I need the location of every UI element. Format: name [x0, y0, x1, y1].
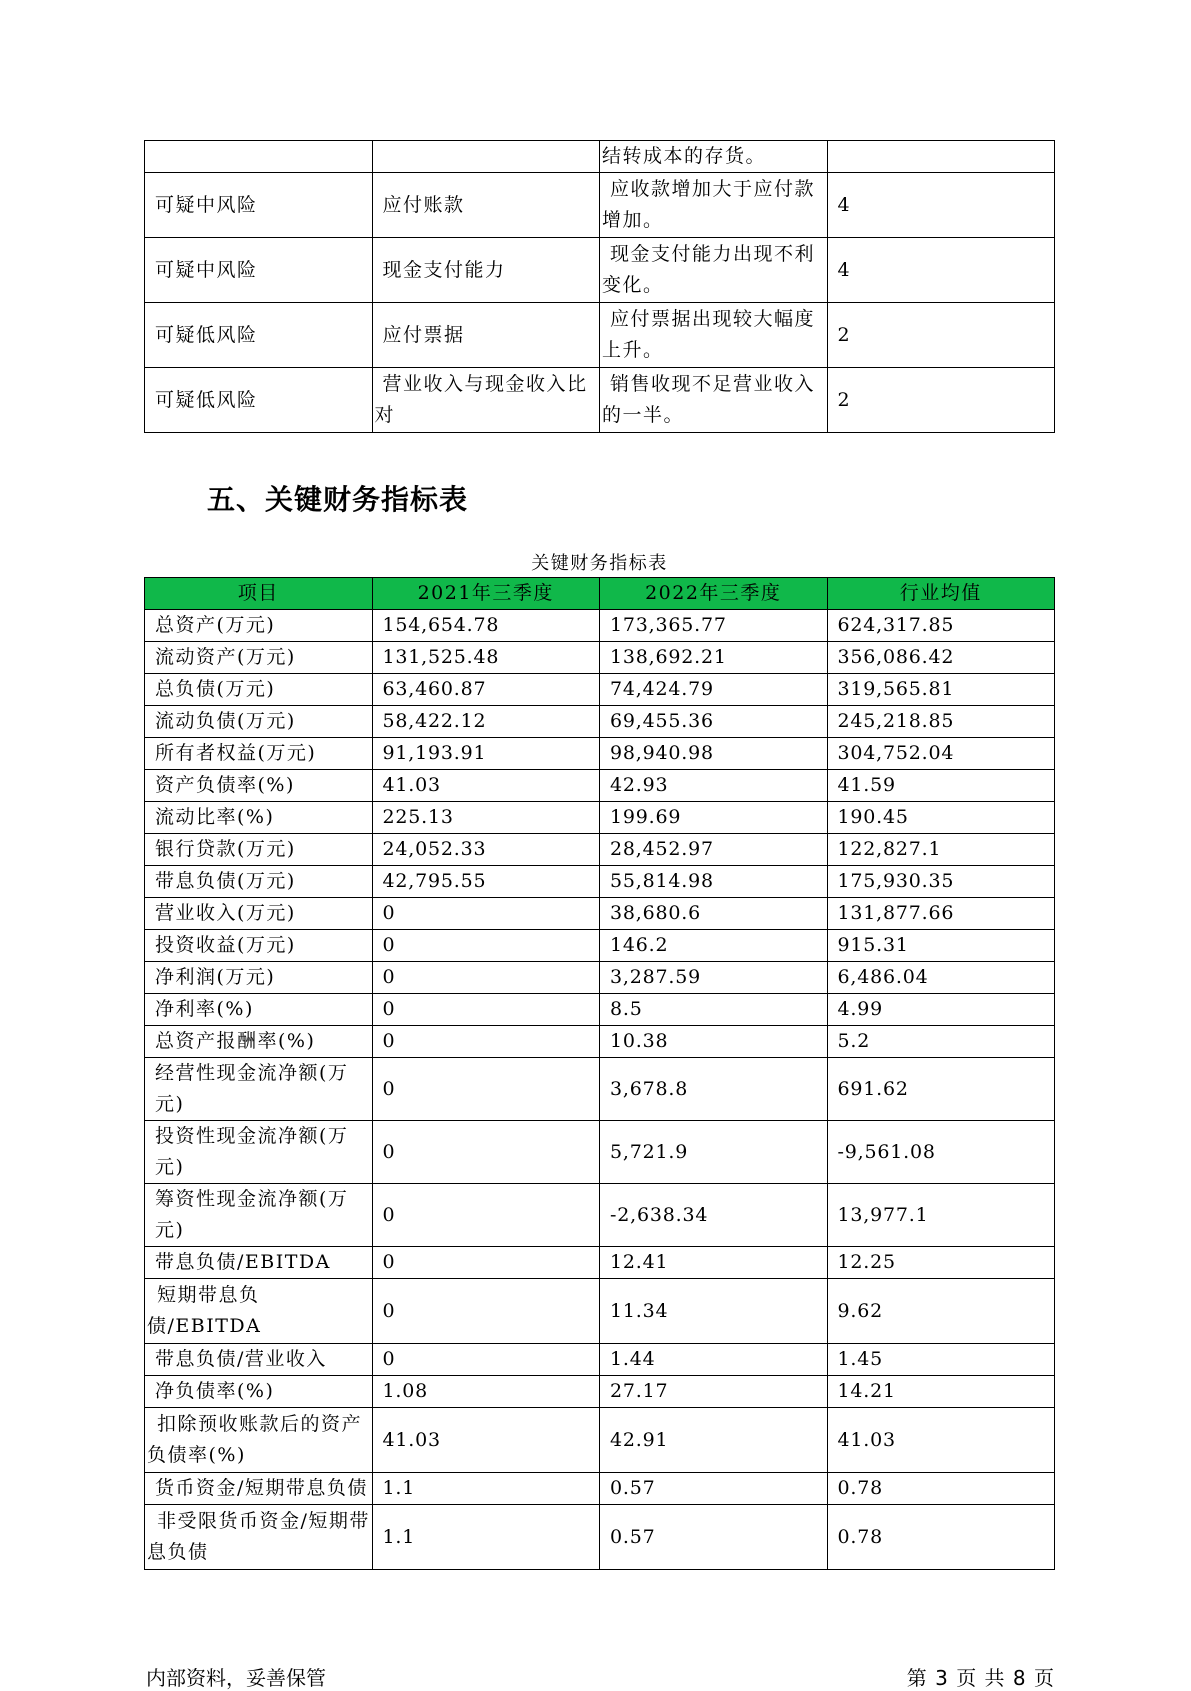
- kpi-value-cell: 154,654.78: [372, 610, 600, 642]
- kpi-table-row: [145, 898, 1055, 930]
- risk-table-cell: 销售收现不足营业收入的一半。: [600, 368, 828, 433]
- kpi-table-header-cell: 项目: [145, 578, 373, 610]
- kpi-value-cell: 42.91: [600, 1408, 828, 1473]
- kpi-value-cell: 9.62: [827, 1279, 1055, 1344]
- kpi-value-cell: 175,930.35: [827, 866, 1055, 898]
- kpi-value-cell: 28,452.97: [600, 834, 828, 866]
- kpi-value-cell: 131,525.48: [372, 642, 600, 674]
- kpi-value-cell: 58,422.12: [372, 706, 600, 738]
- kpi-value-cell: 41.03: [827, 1408, 1055, 1473]
- kpi-table-header-cell: 行业均值: [827, 578, 1055, 610]
- kpi-item-label: 非受限货币资金/短期带息负债: [145, 1505, 373, 1570]
- risk-table-row: [145, 173, 1055, 238]
- kpi-item-label: 流动资产(万元): [145, 642, 373, 674]
- kpi-table-row: [145, 1376, 1055, 1408]
- kpi-table-row: [145, 1247, 1055, 1279]
- kpi-value-cell: 1.44: [600, 1344, 828, 1376]
- kpi-item-label: 营业收入(万元): [145, 898, 373, 930]
- kpi-table-row: [145, 1473, 1055, 1505]
- kpi-value-cell: 41.59: [827, 770, 1055, 802]
- risk-table-cell: 4: [827, 173, 1055, 238]
- risk-table-cell: 可疑低风险: [145, 303, 373, 368]
- kpi-value-cell: 91,193.91: [372, 738, 600, 770]
- kpi-value-cell: 98,940.98: [600, 738, 828, 770]
- kpi-item-label: 总负债(万元): [145, 674, 373, 706]
- risk-table-cell: 现金支付能力: [372, 238, 600, 303]
- kpi-value-cell: 199.69: [600, 802, 828, 834]
- risk-table-row: [145, 303, 1055, 368]
- risk-table-cell: [145, 141, 373, 173]
- kpi-value-cell: 1.45: [827, 1344, 1055, 1376]
- kpi-value-cell: 1.1: [372, 1473, 600, 1505]
- kpi-table-row: [145, 866, 1055, 898]
- kpi-item-label: 经营性现金流净额(万元): [145, 1058, 373, 1121]
- kpi-table-row: [145, 930, 1055, 962]
- kpi-item-label: 银行贷款(万元): [145, 834, 373, 866]
- risk-table-cell: [372, 141, 600, 173]
- kpi-value-cell: 11.34: [600, 1279, 828, 1344]
- kpi-table-row: [145, 706, 1055, 738]
- kpi-value-cell: 0: [372, 1247, 600, 1279]
- kpi-item-label: 扣除预收账款后的资产负债率(%): [145, 1408, 373, 1473]
- kpi-value-cell: 225.13: [372, 802, 600, 834]
- kpi-value-cell: 14.21: [827, 1376, 1055, 1408]
- kpi-value-cell: 55,814.98: [600, 866, 828, 898]
- kpi-value-cell: -9,561.08: [827, 1121, 1055, 1184]
- kpi-value-cell: 5,721.9: [600, 1121, 828, 1184]
- kpi-value-cell: 1.1: [372, 1505, 600, 1570]
- kpi-table-row: [145, 1121, 1055, 1184]
- kpi-value-cell: 38,680.6: [600, 898, 828, 930]
- kpi-value-cell: 0.57: [600, 1505, 828, 1570]
- risk-table-row: [145, 368, 1055, 433]
- footer-confidential-note: 内部资料，妥善保管: [146, 1666, 326, 1690]
- kpi-value-cell: 0: [372, 1121, 600, 1184]
- kpi-value-cell: 122,827.1: [827, 834, 1055, 866]
- kpi-value-cell: 0.78: [827, 1505, 1055, 1570]
- kpi-table-header-row: [145, 578, 1055, 610]
- risk-table-cell: 应付账款: [372, 173, 600, 238]
- kpi-table-row: [145, 1408, 1055, 1473]
- kpi-value-cell: 319,565.81: [827, 674, 1055, 706]
- kpi-value-cell: 146.2: [600, 930, 828, 962]
- kpi-value-cell: 4.99: [827, 994, 1055, 1026]
- kpi-table-header-cell: 2021年三季度: [372, 578, 600, 610]
- risk-table-cell: 应付票据出现较大幅度上升。: [600, 303, 828, 368]
- kpi-table-row: [145, 610, 1055, 642]
- kpi-item-label: 投资性现金流净额(万元): [145, 1121, 373, 1184]
- kpi-table: [144, 577, 1055, 1570]
- kpi-item-label: 带息负债/营业收入: [145, 1344, 373, 1376]
- kpi-value-cell: 0: [372, 1058, 600, 1121]
- kpi-value-cell: 138,692.21: [600, 642, 828, 674]
- kpi-item-label: 流动比率(%): [145, 802, 373, 834]
- kpi-item-label: 净负债率(%): [145, 1376, 373, 1408]
- kpi-table-row: [145, 770, 1055, 802]
- kpi-value-cell: 190.45: [827, 802, 1055, 834]
- risk-table-cell: 应收款增加大于应付款增加。: [600, 173, 828, 238]
- kpi-table-row: [145, 1279, 1055, 1344]
- kpi-item-label: 短期带息负债/EBITDA: [145, 1279, 373, 1344]
- kpi-table-row: [145, 674, 1055, 706]
- kpi-table-row: [145, 834, 1055, 866]
- kpi-item-label: 流动负债(万元): [145, 706, 373, 738]
- kpi-value-cell: 0: [372, 1184, 600, 1247]
- kpi-item-label: 带息负债(万元): [145, 866, 373, 898]
- kpi-value-cell: 63,460.87: [372, 674, 600, 706]
- kpi-value-cell: 0: [372, 1026, 600, 1058]
- kpi-value-cell: 27.17: [600, 1376, 828, 1408]
- risk-table-cell: 可疑中风险: [145, 173, 373, 238]
- kpi-table-row: [145, 642, 1055, 674]
- risk-table-cell: 营业收入与现金收入比对: [372, 368, 600, 433]
- kpi-value-cell: 12.41: [600, 1247, 828, 1279]
- kpi-value-cell: 12.25: [827, 1247, 1055, 1279]
- section-title: 五、关键财务指标表: [207, 483, 469, 516]
- kpi-value-cell: 13,977.1: [827, 1184, 1055, 1247]
- kpi-value-cell: 69,455.36: [600, 706, 828, 738]
- kpi-table-row: [145, 994, 1055, 1026]
- kpi-table-header-cell: 2022年三季度: [600, 578, 828, 610]
- kpi-value-cell: 0: [372, 930, 600, 962]
- kpi-table-row: [145, 1344, 1055, 1376]
- kpi-value-cell: 1.08: [372, 1376, 600, 1408]
- kpi-value-cell: 3,287.59: [600, 962, 828, 994]
- kpi-value-cell: 42.93: [600, 770, 828, 802]
- risk-table-cell: 现金支付能力出现不利变化。: [600, 238, 828, 303]
- kpi-item-label: 所有者权益(万元): [145, 738, 373, 770]
- risk-table-cell: 结转成本的存货。: [600, 141, 828, 173]
- kpi-value-cell: 624,317.85: [827, 610, 1055, 642]
- kpi-table-row: [145, 1505, 1055, 1570]
- risk-table-cell: 2: [827, 303, 1055, 368]
- risk-table-cell: 应付票据: [372, 303, 600, 368]
- risk-table-cell: 可疑低风险: [145, 368, 373, 433]
- kpi-item-label: 带息负债/EBITDA: [145, 1247, 373, 1279]
- kpi-value-cell: 131,877.66: [827, 898, 1055, 930]
- risk-table-cell: 可疑中风险: [145, 238, 373, 303]
- kpi-value-cell: 173,365.77: [600, 610, 828, 642]
- footer-page-number: 第 3 页 共 8 页: [906, 1666, 1055, 1690]
- kpi-item-label: 筹资性现金流净额(万元): [145, 1184, 373, 1247]
- kpi-value-cell: 8.5: [600, 994, 828, 1026]
- kpi-value-cell: 691.62: [827, 1058, 1055, 1121]
- kpi-value-cell: 0: [372, 962, 600, 994]
- kpi-value-cell: 0: [372, 994, 600, 1026]
- table-caption: 关键财务指标表: [531, 553, 668, 574]
- kpi-table-row: [145, 1026, 1055, 1058]
- kpi-item-label: 货币资金/短期带息负债: [145, 1473, 373, 1505]
- risk-table: [144, 140, 1055, 433]
- kpi-item-label: 总资产(万元): [145, 610, 373, 642]
- risk-table-row: [145, 141, 1055, 173]
- kpi-table-row: [145, 1058, 1055, 1121]
- kpi-value-cell: 10.38: [600, 1026, 828, 1058]
- kpi-table-row: [145, 738, 1055, 770]
- kpi-value-cell: 41.03: [372, 770, 600, 802]
- kpi-value-cell: 245,218.85: [827, 706, 1055, 738]
- kpi-table-row: [145, 962, 1055, 994]
- kpi-value-cell: 304,752.04: [827, 738, 1055, 770]
- kpi-value-cell: 74,424.79: [600, 674, 828, 706]
- kpi-value-cell: 0.78: [827, 1473, 1055, 1505]
- kpi-item-label: 净利率(%): [145, 994, 373, 1026]
- kpi-value-cell: 0: [372, 898, 600, 930]
- kpi-value-cell: -2,638.34: [600, 1184, 828, 1247]
- kpi-table-row: [145, 1184, 1055, 1247]
- kpi-value-cell: 24,052.33: [372, 834, 600, 866]
- risk-table-cell: 2: [827, 368, 1055, 433]
- kpi-value-cell: 3,678.8: [600, 1058, 828, 1121]
- kpi-value-cell: 0.57: [600, 1473, 828, 1505]
- kpi-item-label: 净利润(万元): [145, 962, 373, 994]
- kpi-value-cell: 41.03: [372, 1408, 600, 1473]
- risk-table-row: [145, 238, 1055, 303]
- kpi-value-cell: 5.2: [827, 1026, 1055, 1058]
- kpi-value-cell: 0: [372, 1279, 600, 1344]
- kpi-item-label: 投资收益(万元): [145, 930, 373, 962]
- kpi-value-cell: 915.31: [827, 930, 1055, 962]
- kpi-item-label: 资产负债率(%): [145, 770, 373, 802]
- kpi-value-cell: 356,086.42: [827, 642, 1055, 674]
- kpi-item-label: 总资产报酬率(%): [145, 1026, 373, 1058]
- kpi-value-cell: 6,486.04: [827, 962, 1055, 994]
- kpi-value-cell: 0: [372, 1344, 600, 1376]
- risk-table-cell: [827, 141, 1055, 173]
- kpi-value-cell: 42,795.55: [372, 866, 600, 898]
- risk-table-cell: 4: [827, 238, 1055, 303]
- kpi-table-row: [145, 802, 1055, 834]
